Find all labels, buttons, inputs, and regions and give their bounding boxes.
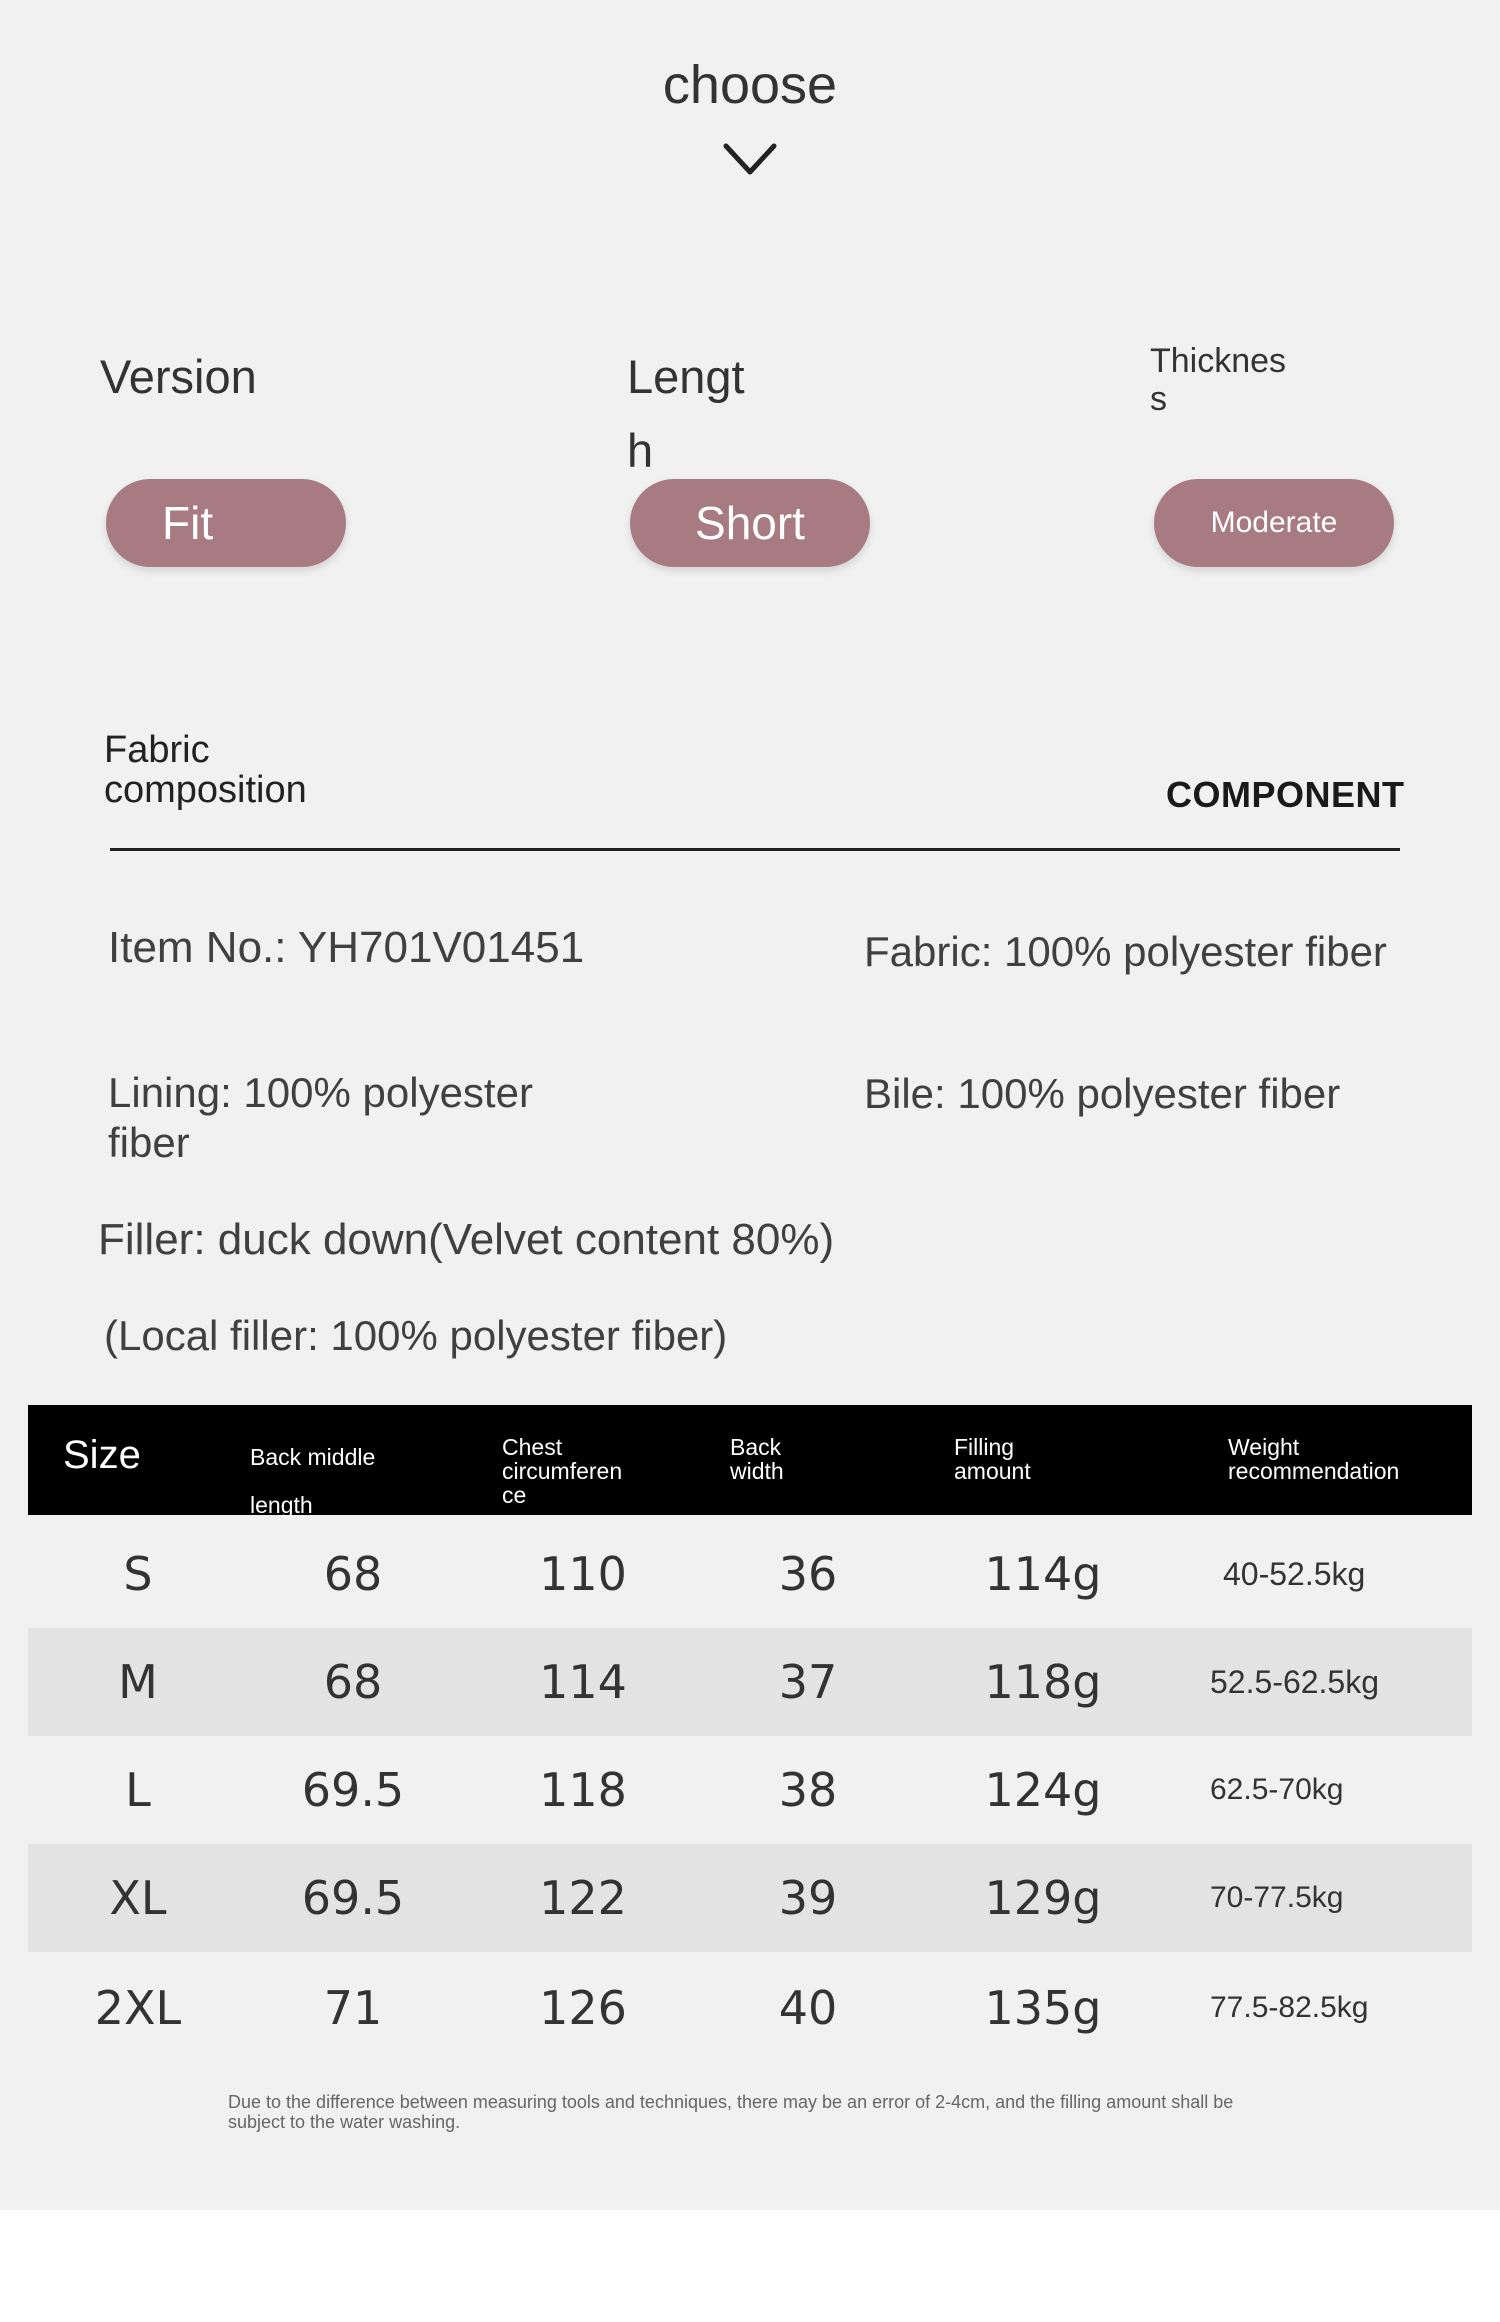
table-row [28, 1628, 1472, 1736]
cell-chest: 126 [539, 1981, 627, 2035]
chevron-down-icon [720, 140, 780, 180]
cell-chest: 122 [539, 1871, 627, 1925]
bile-material: Bile: 100% polyester fiber [864, 1070, 1341, 1117]
measurement-note: Due to the difference between measuring tools and techniques, there may be an error of 2-4cm, and the filling amount shall be subject to the water washing. [228, 2092, 1234, 2132]
cell-weight: 40-52.5kg [1223, 1555, 1366, 1592]
col-weight-recommendation: Weight recommendation [1228, 1434, 1400, 1484]
cell-filling: 129g [984, 1871, 1102, 1925]
cell-weight: 52.5-62.5kg [1210, 1663, 1380, 1700]
cell-weight: 77.5-82.5kg [1210, 1991, 1369, 2024]
length-short-badge: Short [630, 479, 870, 567]
cell-weight: 70-77.5kg [1210, 1881, 1344, 1914]
cell-filling: 114g [984, 1547, 1102, 1601]
cell-back-middle-length: 68 [323, 1547, 383, 1601]
cropped-title-graphic [395, 0, 1115, 12]
cell-chest: 114 [539, 1655, 627, 1709]
cell-back-width: 36 [778, 1547, 838, 1601]
col-chest-circumference: Chest circumferen ce [502, 1434, 623, 1508]
cell-filling: 135g [984, 1981, 1102, 2035]
cell-back-width: 40 [778, 1981, 838, 2035]
table-row [28, 1520, 1472, 1628]
cell-back-middle-length: 68 [323, 1655, 383, 1709]
cell-back-width: 38 [778, 1763, 838, 1817]
cell-size: S [123, 1547, 153, 1601]
cell-filling: 124g [984, 1763, 1102, 1817]
table-row [28, 1736, 1472, 1844]
cell-size: M [118, 1655, 158, 1709]
filler-material: Filler: duck down(Velvet content 80%) [98, 1215, 835, 1264]
cell-chest: 110 [539, 1547, 627, 1601]
component-heading: COMPONENT [1166, 774, 1405, 815]
cell-weight: 62.5-70kg [1210, 1773, 1344, 1806]
col-size: Size [63, 1433, 141, 1477]
cell-size: XL [109, 1871, 167, 1925]
col-filling-amount: Filling amount [954, 1434, 1031, 1484]
fabric-material: Fabric: 100% polyester fiber [864, 928, 1387, 975]
size-table-header [28, 1405, 1472, 1518]
col-back-middle-length: Back middle length [250, 1444, 376, 1518]
thickness-label: Thicknes s [1150, 342, 1287, 418]
cell-back-middle-length: 69.5 [301, 1871, 405, 1925]
page-footer-area [0, 2210, 1500, 2322]
cell-chest: 118 [539, 1763, 627, 1817]
cell-back-middle-length: 69.5 [301, 1763, 405, 1817]
cell-back-width: 37 [778, 1655, 838, 1709]
cell-back-middle-length: 71 [323, 1981, 383, 2035]
divider [110, 848, 1400, 851]
cell-filling: 118g [984, 1655, 1102, 1709]
table-row [28, 1844, 1472, 1952]
cell-back-width: 39 [778, 1871, 838, 1925]
local-filler: (Local filler: 100% polyester fiber) [104, 1312, 728, 1359]
fabric-composition-title: Fabric composition [104, 729, 307, 811]
item-number: Item No.: YH701V01451 [108, 923, 585, 972]
col-back-width: Back width [730, 1434, 784, 1484]
length-label: Lengt h [627, 350, 745, 477]
thickness-moderate-badge: Moderate [1154, 479, 1394, 567]
choose-heading: choose [662, 55, 838, 115]
version-label: Version [100, 350, 257, 403]
table-row [28, 1954, 1472, 2062]
cell-size: 2XL [94, 1981, 182, 2035]
lining-material: Lining: 100% polyester fiber [108, 1069, 533, 1166]
version-fit-badge: Fit [106, 479, 346, 567]
cell-size: L [125, 1763, 151, 1817]
